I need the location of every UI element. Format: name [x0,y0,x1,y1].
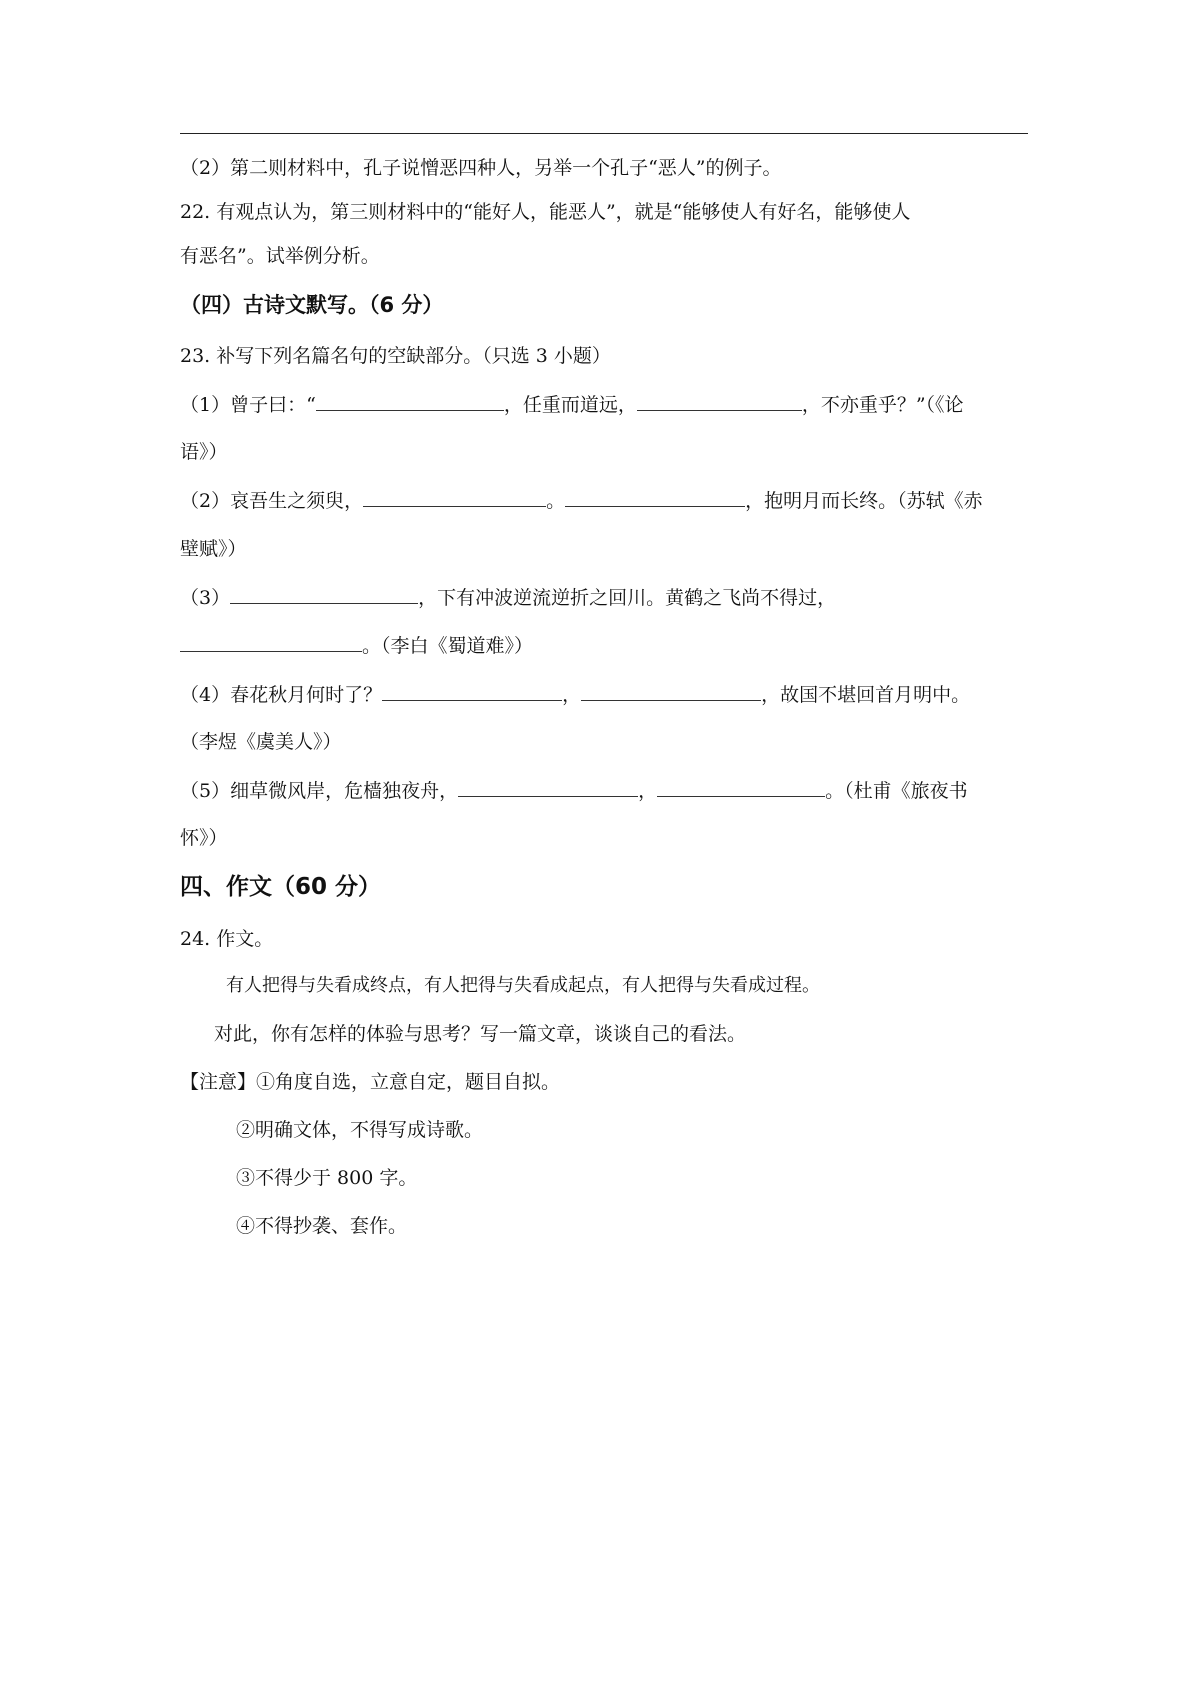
answer-blank[interactable] [657,778,825,797]
section-essay-heading: 四、作文（60 分） [180,874,382,900]
q23-item4-text-a: （4）春花秋月何时了？ [180,684,383,706]
header-rule [180,133,1028,134]
q22-line1: 22. 有观点认为，第三则材料中的“能好人，能恶人”，就是“能够使人有好名，能够使人 [180,201,911,223]
q23-item2-text-a: （2）哀吾生之须臾， [180,490,364,512]
q23-item5-text-b: ， [638,780,658,802]
answer-blank[interactable] [363,488,546,507]
q24-task: 对此，你有怎样的体验与思考？写一篇文章，谈谈自己的看法。 [214,1023,747,1045]
q23-stem: 23. 补写下列名篇名句的空缺部分。（只选 3 小题） [180,345,611,367]
q23-item3-text-b: ，下有冲波逆流逆折之回川。黄鹤之飞尚不得过， [418,587,837,609]
answer-blank[interactable] [565,488,745,507]
q24-note-4: ④不得抄袭、套作。 [236,1215,408,1237]
answer-blank[interactable] [382,682,562,701]
q24-prompt: 有人把得与失看成终点，有人把得与失看成起点，有人把得与失看成过程。 [226,975,820,996]
answer-blank[interactable] [316,392,504,411]
q23-item5-text-c: 。（杜甫《旅夜书 [825,780,968,802]
q23-item3-text-c: 。（李白《蜀道难》） [362,635,534,657]
q23-item5-line1 [180,777,968,805]
q24-note-1: 【注意】①角度自选，立意自定，题目自拟。 [180,1071,561,1093]
q23-item1-line1 [180,391,964,419]
q23-item2-text-c: ，抱明月而长终。（苏轼《赤 [745,490,983,512]
section-poetry-heading: （四）古诗文默写。（6 分） [180,293,444,317]
q23-item4-text-b: ， [562,684,582,706]
q23-item2-line2: 壁赋》） [180,538,247,560]
answer-blank[interactable] [581,682,761,701]
q23-item4-line1 [180,681,970,709]
q24-note-3: ③不得少于 800 字。 [236,1167,418,1189]
q23-item4-text-c: ，故国不堪回首月明中。 [761,684,971,706]
q24-label: 24. 作文。 [180,928,274,950]
answer-blank[interactable] [180,633,362,652]
q23-item5-line2: 怀》） [180,827,228,849]
q23-item3-text-a: （3） [180,587,231,609]
answer-blank[interactable] [458,778,638,797]
q24-note-2: ②明确文体，不得写成诗歌。 [236,1119,484,1141]
q23-item1-text-b: ，任重而道远， [503,394,637,416]
q23-item2-text-b: 。 [546,490,566,512]
q23-item1-text-a: （1）曾子曰：“ [180,394,316,416]
q22-line2: 有恶名”。试举例分析。 [180,245,380,267]
q23-item1-line2: 语》） [180,441,228,463]
q21-part2: （2）第二则材料中，孔子说憎恶四种人，另举一个孔子“恶人”的例子。 [180,157,782,179]
q23-item5-text-a: （5）细草微风岸，危樯独夜舟， [180,780,459,802]
answer-blank[interactable] [230,585,418,604]
q23-item3-line2 [180,632,533,660]
answer-blank[interactable] [637,392,802,411]
q23-item4-line2: （李煜《虞美人》） [180,731,342,753]
q23-item1-text-c: ，不亦重乎？”（《论 [801,394,964,416]
q23-item2-line1 [180,487,983,515]
q23-item3-line1 [180,584,836,612]
